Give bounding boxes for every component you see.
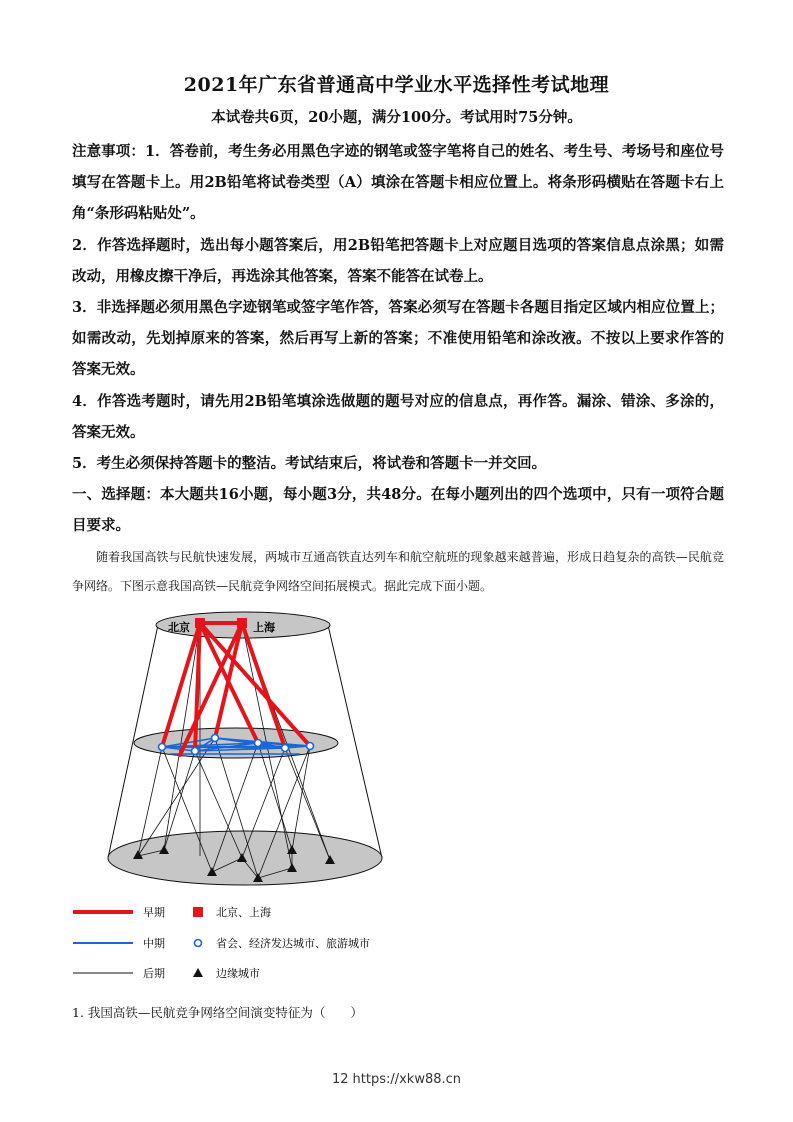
instruction-2: 2．作答选择题时，选出每小题答案后，用2B铅笔把答题卡上对应题目选项的答案信息点涂黑；如需改动，用橡皮擦干净后，再选涂其他答案，答案不能答在试卷上。 xyxy=(72,236,724,285)
network-diagram xyxy=(70,610,410,995)
beijing-node xyxy=(195,618,205,628)
section-heading: 一、选择题：本大题共16小题，每小题3分，共48分。在每小题列出的四个选项中，只有一项符合题目要求。 xyxy=(72,486,724,535)
legend-middle-node-symbol xyxy=(195,940,202,947)
instructions xyxy=(72,136,724,542)
label-beijing: 北京 xyxy=(168,621,190,634)
legend-top-node-label: 北京、上海 xyxy=(216,906,271,919)
instruction-4: 4．作答选考题时，请先用2B铅笔填涂选做题的题号对应的信息点，再作答。漏涂、错涂、多涂的，答案无效。 xyxy=(72,392,724,441)
legend-early-label: 早期 xyxy=(143,906,165,919)
label-shanghai: 上海 xyxy=(253,621,275,634)
legend-bottom-node-symbol xyxy=(193,968,203,977)
exam-subtitle: 本试卷共6页，20小题，满分100分。考试用时75分钟。 xyxy=(211,109,582,126)
legend-bottom-node-label: 边缘城市 xyxy=(216,967,260,980)
diagram-legend xyxy=(73,905,370,980)
shanghai-node xyxy=(237,618,247,628)
legend-late-label: 后期 xyxy=(143,967,165,980)
question-intro: 随着我国高铁与民航快速发展，两城市互通高铁直达列车和航空航班的现象越来越普遍，形成日趋复杂的高铁—民航竞争网络。下图示意我国高铁—民航竞争网络空间拓展模式。据此完成下面小题。 xyxy=(72,550,724,593)
exam-title: 2021年广东省普通高中学业水平选择性考试地理 xyxy=(183,74,610,96)
legend-top-node-symbol xyxy=(193,907,203,917)
question-1: 1. 我国高铁—民航竞争网络空间演变特征为（ ） xyxy=(72,1005,363,1020)
instruction-5: 5．考生必须保持答题卡的整洁。考试结束后，将试卷和答题卡一并交回。 xyxy=(72,455,547,473)
page-number: 12 xyxy=(331,1072,349,1087)
legend-middle-node-label: 省会、经济发达城市、旅游城市 xyxy=(216,937,370,950)
legend-middle-label: 中期 xyxy=(143,937,165,950)
footer-url[interactable]: https://xkw88.cn xyxy=(352,1072,462,1087)
page-footer xyxy=(0,1072,793,1087)
instruction-3: 3．非选择题必须用黑色字迹钢笔或签字笔作答，答案必须写在答题卡各题目指定区域内相应位置上；如需改动，先划掉原来的答案，然后再写上新的答案；不准使用铅笔和涂改液。不按以上要求作答的答案无效。 xyxy=(72,299,724,379)
instruction-1: 注意事项：1．答卷前，考生务必用黑色字迹的钢笔或签字笔将自己的姓名、考生号、考场号和座位号填写在答题卡上。用2B铅笔将试卷类型（A）填涂在答题卡相应位置上。将条形码横贴在答题卡右上角“条形码粘贴处”。 xyxy=(72,143,724,223)
